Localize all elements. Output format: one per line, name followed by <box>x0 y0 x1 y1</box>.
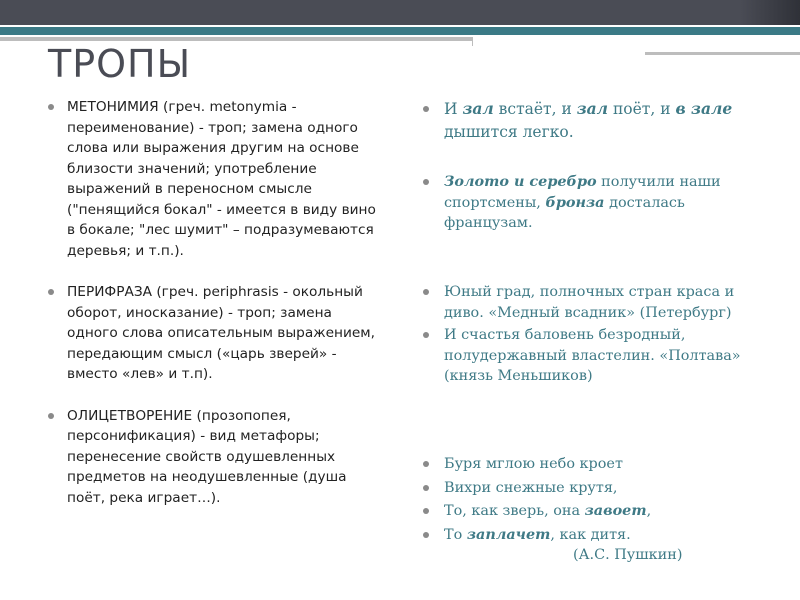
top-bar-shade <box>740 0 800 25</box>
example-text: поёт, и <box>608 100 676 118</box>
example-text: И счастья баловень безродный, полудержавный властелин. «Полтава» (князь Меньшиков) <box>444 327 741 384</box>
poem-text: Буря мглою небо кроет <box>444 456 623 472</box>
poem-text: Вихри снежные крутя, <box>444 479 618 496</box>
example-emphasis: Золото и серебро <box>444 173 597 190</box>
poem-text: , как дитя. <box>550 526 631 543</box>
bullet-icon <box>423 532 429 538</box>
example-text: дышится легко. <box>444 123 574 141</box>
example-text: И <box>444 100 463 118</box>
definitions-column <box>48 97 378 508</box>
definition-text: (греч. metonymia - переименование) - троп; замена одного слова или выражения другим на основе близости значений; употребление выражений в переносном смысле ("пенящийся бокал" - имеется в виду вино в бокале; "лес шумит" – подразумеваются деревья; и т.п.). <box>67 99 376 259</box>
examples-periphrasis <box>423 282 763 387</box>
example-text: Юный град, полночных стран краса и диво. «Медный всадник» (Петербург) <box>444 284 735 321</box>
term: ПЕРИФРАЗА <box>67 284 152 300</box>
bullet-icon <box>423 508 429 514</box>
bullet-icon <box>48 413 54 419</box>
example-item <box>423 97 763 144</box>
poem-author: (А.С. Пушкин) <box>573 547 683 563</box>
definition-metonymy <box>48 97 378 261</box>
example-emphasis: в зале <box>675 99 733 118</box>
poem-text: , <box>646 503 652 519</box>
term: МЕТОНИМИЯ <box>67 99 159 115</box>
example-text: получили наши спортсмены, <box>444 174 721 211</box>
example-emphasis: зал <box>576 99 609 118</box>
slide-title: ТРОПЫ <box>48 42 192 86</box>
bullet-icon <box>48 104 54 110</box>
poem-text: То <box>444 526 467 543</box>
example-emphasis: бронза <box>545 193 605 211</box>
bullet-icon <box>423 179 429 185</box>
definition-text: (прозопопея, персонификация) - вид метафоры; перенесение свойств одушевленных предметов на неодушевленные (душа поёт, река играет…). <box>67 407 347 506</box>
example-metonymy-2 <box>423 172 763 234</box>
poem-line <box>423 478 763 499</box>
poem-text: То, как зверь, она <box>444 503 585 519</box>
right-gray-line <box>645 52 800 55</box>
definition-text: (греч. periphrasis - окольный оборот, иносказание) - троп; замена одного слова описательным выражением, передающим смысл («царь зверей» - вместо «лев» и т.п). <box>67 284 375 382</box>
poem-emphasis: завоет <box>584 502 647 519</box>
bullet-icon <box>423 332 429 338</box>
term: ОЛИЦЕТВОРЕНИЕ <box>67 407 193 424</box>
example-metonymy-1 <box>423 97 763 144</box>
poem-emphasis: заплачет <box>466 525 551 543</box>
example-item <box>423 325 763 387</box>
bullet-icon <box>48 289 54 295</box>
bullet-icon <box>423 461 429 467</box>
definition-periphrasis <box>48 282 378 385</box>
example-text: досталась французам. <box>444 194 685 231</box>
top-dark-bar <box>0 0 800 25</box>
top-teal-bar <box>0 27 800 35</box>
top-gray-tick <box>472 37 473 46</box>
poem-line <box>423 501 763 522</box>
bullet-icon <box>423 289 429 295</box>
example-text: встаёт, и <box>493 100 577 118</box>
top-gray-line <box>0 37 472 41</box>
bullet-icon <box>423 106 429 112</box>
bullet-icon <box>423 485 429 491</box>
poem-line <box>423 454 763 475</box>
poem-line <box>423 525 763 546</box>
example-item <box>423 282 763 323</box>
definition-personification <box>48 406 378 509</box>
example-emphasis: зал <box>462 99 494 118</box>
example-item <box>423 172 763 234</box>
poem-personification <box>423 454 763 566</box>
